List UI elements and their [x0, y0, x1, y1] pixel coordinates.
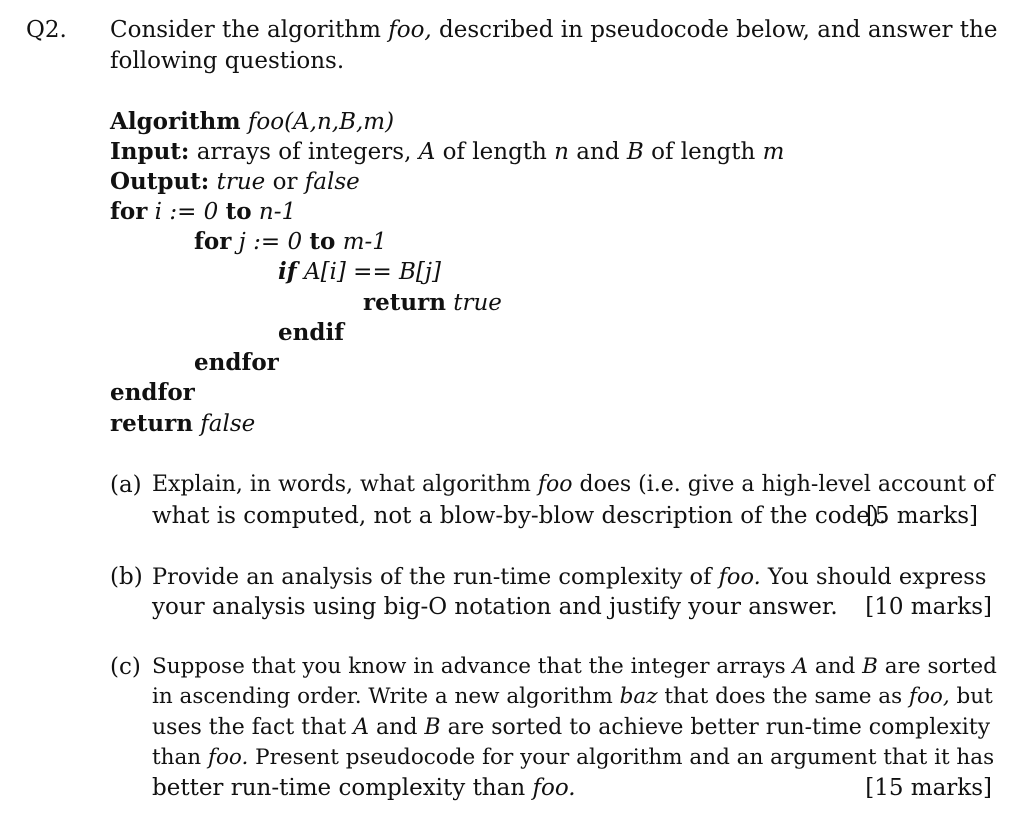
algorithm-output — [110, 167, 360, 197]
question-intro-line-2: following questions. — [110, 48, 345, 74]
part-c-line-5 — [152, 773, 576, 803]
part-algorithm-name: foo. — [718, 564, 761, 590]
return-keyword: return — [110, 410, 193, 437]
pseudocode-return-true — [363, 288, 502, 318]
question-number: Q2. — [26, 17, 67, 43]
part-var-b: B — [424, 715, 441, 740]
pseudocode-for-j — [194, 227, 387, 257]
part-a-label: (a) — [110, 472, 142, 498]
part-b-line-2: your analysis using big-O notation and justify your answer. — [152, 594, 838, 620]
part-c-label: (c) — [110, 654, 141, 680]
loop-var: i := — [154, 199, 197, 225]
part-b-line-1 — [152, 562, 986, 592]
input-text: of length — [643, 139, 763, 165]
if-condition: A[i] == B[j] — [303, 259, 442, 285]
part-text: in ascending order. Write a new algorithm — [152, 684, 620, 709]
output-true: true — [216, 169, 266, 195]
output-label: Output: — [110, 168, 210, 195]
pseudocode-if — [278, 257, 441, 287]
algorithm-signature: foo(A,n,B,m) — [247, 109, 395, 135]
part-text: Present pseudocode for your algorithm and an argument that it has — [248, 745, 995, 770]
part-c-line-4 — [152, 743, 994, 773]
question-intro-line-1 — [110, 15, 997, 45]
part-text: does (i.e. give a high-level account of — [572, 472, 995, 497]
part-algorithm-name: foo, — [908, 684, 950, 709]
part-a-line-2: what is computed, not a blow-by-blow description of the code). — [152, 503, 887, 529]
part-text: Provide an analysis of the run-time complexity of — [152, 564, 719, 590]
to-keyword: to — [309, 228, 336, 255]
part-text: and — [808, 654, 863, 679]
part-b-label: (b) — [110, 564, 143, 590]
pseudocode-endfor-outer: endfor — [110, 379, 195, 406]
part-var-a: A — [792, 654, 809, 679]
algorithm-input — [110, 137, 784, 167]
part-var-b: B — [862, 654, 878, 679]
part-algorithm-name: baz — [619, 684, 658, 709]
for-keyword: for — [110, 198, 148, 225]
for-keyword: for — [194, 228, 232, 255]
loop-var: j := — [238, 229, 281, 255]
intro-algorithm-name: foo, — [388, 17, 432, 43]
to-keyword: to — [225, 198, 252, 225]
part-text: are sorted to achieve better run-time complexity — [440, 715, 991, 740]
part-text: but — [949, 684, 993, 709]
part-text: better run-time complexity than — [152, 775, 533, 801]
pseudocode-for-i — [110, 197, 296, 227]
return-value: false — [200, 411, 256, 437]
part-a-line-1 — [152, 470, 994, 500]
input-var-a: A — [418, 139, 436, 165]
pseudocode-endfor-inner: endfor — [194, 349, 279, 376]
return-keyword: return — [363, 289, 446, 316]
part-algorithm-name: foo — [537, 472, 573, 497]
input-text: and — [569, 139, 627, 165]
part-var-a: A — [353, 715, 370, 740]
algorithm-header — [110, 107, 394, 137]
loop-end: m-1 — [342, 229, 387, 255]
part-algorithm-name: foo. — [208, 745, 249, 770]
intro-text: Consider the algorithm — [110, 17, 389, 43]
part-text: and — [369, 715, 425, 740]
part-text: Explain, in words, what algorithm — [152, 472, 538, 497]
part-text: Suppose that you know in advance that the integer arrays — [152, 654, 793, 679]
part-text: that does the same as — [657, 684, 909, 709]
input-label: Input: — [110, 138, 190, 165]
part-c-line-2 — [152, 682, 993, 712]
part-text: than — [152, 745, 208, 770]
part-algorithm-name: foo. — [532, 775, 576, 801]
pseudocode-endif: endif — [278, 319, 345, 346]
input-var-m: m — [762, 139, 785, 165]
part-text: are sorted — [877, 654, 997, 679]
part-text: You should express — [760, 564, 987, 590]
part-c-marks: [15 marks] — [865, 775, 992, 801]
if-keyword: if — [278, 258, 297, 285]
loop-start: 0 — [287, 229, 303, 255]
input-text: of length — [435, 139, 555, 165]
loop-end: n-1 — [258, 199, 297, 225]
input-text: arrays of integers, — [189, 139, 419, 165]
algorithm-keyword: Algorithm — [110, 108, 241, 135]
return-value: true — [453, 290, 502, 316]
loop-start: 0 — [203, 199, 219, 225]
output-or: or — [265, 169, 305, 195]
output-false: false — [304, 169, 360, 195]
part-text: uses the fact that — [152, 715, 354, 740]
part-c-line-1 — [152, 652, 997, 682]
pseudocode-return-false — [110, 409, 255, 439]
input-var-n: n — [554, 139, 569, 165]
part-b-marks: [10 marks] — [865, 594, 992, 620]
input-var-b: B — [626, 139, 644, 165]
part-c-line-3 — [152, 713, 990, 743]
part-a-marks: [5 marks] — [865, 503, 978, 529]
intro-text-rest: described in pseudocode below, and answer the — [431, 17, 998, 43]
